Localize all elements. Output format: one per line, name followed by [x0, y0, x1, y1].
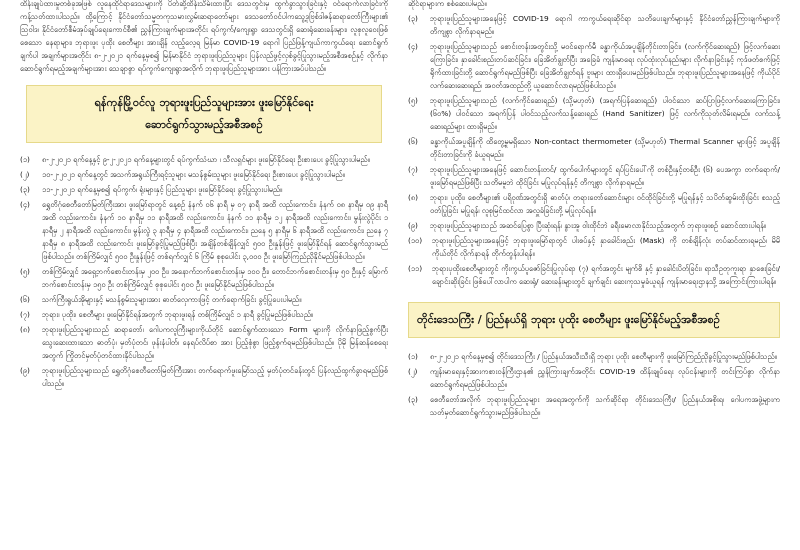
item-number: (၁၁) — [408, 264, 423, 273]
item-text: ခန္ဓာကိုယ်အပူချိန်ကို ထိတွေ့မှုမရှိသော Non-contact thermometer (သို့မဟုတ်) Thermal Scanner များဖြင့် အပူချိန်တိုင်းတာခြင်းကို ခံယူရမည်။ — [430, 137, 780, 159]
item-text: ဘုရားဖူးပြည်သူများအနေဖြင့် COVID-19 ရောဂါ ကာကွယ်ရေးဆိုင်ရာ သတိပေးချက်များနှင့် နိုင်ငံတော်ညွှန်ကြားချက်များကို တိကျစွာ လိုက်နာရမည်။ — [430, 14, 780, 36]
list-item — [408, 135, 780, 161]
list-item — [408, 163, 780, 189]
item-text: တစ်ကြိမ်လျှင် အရှေ့ဘက်စောင်းတန်းမှ ၂၀၀ ဦး၊ အနောက်ဘက်စောင်းတန်းမှ ၁၀၀ ဦး၊ တောင်ဘက်စောင်းတန်းမှ ၅၀ ဦးနှင့် မြောက်ဘက်စောင်းတန်းမှ ၁၅၀ ဦး တစ်ကြိမ်လျှင် စုစုပေါင်း ၅၀၀ ဦး ဖူးမြော်နိုင်မည်ဖြစ်ပါသည်။ — [42, 267, 388, 289]
item-number: (၃) — [408, 14, 418, 23]
list-item — [408, 219, 780, 232]
item-text: ဘုရား၊ ပုထိုး၊ စေတီများ ဖူးမြော်နိုင်ရန်အတွက် ဘုရားဖူးရန် တစ်ကြိမ်လျှင် ၁ နာရီ ခွင့်ပြုမည်ဖြစ်ပါသည်။ — [42, 310, 314, 319]
item-text: ၁၀-၂-၂၀၂၁ ရက်နေ့တွင် အသက်အရွယ်ကြီးရင့်သူများ မသန်စွမ်းသူများ ဖူးမြော်နိုင်ရေး ဦးစားပေး ခွင့်ပြုသွားပါမည်။ — [42, 170, 345, 179]
item-number: (၄) — [20, 200, 30, 209]
list-item — [20, 308, 388, 321]
intro-paragraph: ထိန်းချုပ်ထားမှုတစ်ခုအဖြစ် လူနေထိုင်ရာဒေသများကို ပိတ်ဆို့ထိန်းသိမ်းထားပြီး ဒေသတွင်းမှ ထွက်ခွာသွားခြင်းနှင့် ဝင်ရောက်လာခြင်းကို ကန့်သတ်ထားပါသည်။ ထို့ကြောင့် နိုင်ငံတော်သမ္မတကုသမားလွှမ်းဆရာတော်များ ဒေသတော်ဝင်ပါကသွေ့ဒုဗြစ်ဒါဇန်ဆရာတော်ကြီးများ၏ ဩဝါဒ၊ နိုင်ငံတော်စီမံအုပ်ချုပ်ရေးကောင်စီ၏ ညွှန်ကြားချက်များအတိုင်း ရပ်ကွက်/ကျေးရွာ ဒေသတွင်းရှိ ဆေးရုံဆေးခန်းများ၊ လူစုလူဝေးဖြစ်စေသော နေရာများ၊ ဘုရားဖူး ပုထိုး စေတီများ အားချိန် လည့်လေ့ရ မြန်မာ COVID-19 ရောဂါ ပြည်ဖြန့်ကျယ်ကာကွယ်ရေး ဆောင်ရွက်ချက်ပါ အချက်များအတိုင်း ၈-၂-၂၀၂၁ ရက်နေ့မှစ၍ မြန်မာနိုင်ငံ ဘုရားဖူးပြည်သူများ ပြန်လည်ဖွင့်လှစ်ခွင့်ပြုသွားမည့်အစီအစဉ်နှင့် လိုက်နာဆောင်ရွက်ရမည့်အချက်များအား သေချာစွာ ရပ်ကွက်ကျေးရွာအလိုက် ဘုရားဖူးပြည်သူများအား ပန်ကြားအပ်ပါသည်။ — [20, 0, 388, 73]
guideline-item-list — [408, 12, 780, 288]
item-number: (၅) — [20, 267, 30, 276]
list-item — [408, 262, 780, 288]
list-item — [408, 94, 780, 133]
banner-title-line-1: ရန်ကုန်မြို့ဝင်လူ ဘုရားဖူးပြည်သူများအား ဖူးမြော်နိုင်ရေး — [94, 96, 314, 109]
list-item — [20, 323, 388, 362]
item-text: ဘုရားဖူးပြည်သူများသည် အဆင်ပြေစွာ ပြီးဆုံးရန်၊ နွားအူ ဝါးထိုင်ဘဲ ခရီးမောလာနိုင်သည့်အတွက် ဘုရားဖူးစဉ် ဆောင်ထားပါရန်။ — [430, 221, 767, 230]
list-item — [408, 191, 780, 217]
item-text: ရွှေတိဂုံစေတီတော်မြတ်ကြီးအား ဖူးမြော်ရာတွင် နေ့စဉ် နံနက် ၀၆ နာရီ မှ ၀၇ နာရီ အထိ လည်းကောင်း၊ နံနက် ၀၈ နာရီမှ ၀၉ နာရီအထိ လည်းကောင်း၊ နံနက် ၁၀ နာရီမှ ၁၁ နာရီအထိ လည်းကောင်း၊ နံနက် ၁၁ နာရီမှ ၁၂ နာရီအထိ လည်းကောင်း၊ မွန်းလွဲပိုင်း ၁ နာရီမှ ၂ နာရီအထိ လည်းကောင်း၊ မွန်းလွဲ ၃ နာရီမှ ၄ နာရီအထိ လည်းကောင်း၊ ညနေ ၅ နာရီမှ ၆ နာရီအထိ လည်းကောင်း၊ ညနေ ၇ နာရီမှ ၈ နာရီအထိ လည်းကောင်း ဖူးမြော်ခွင့်ပြုမည်ဖြစ်ပြီး အချိန်တစ်ချိန်လျှင် ၅၀၀ ဦးနှုန်းဖြင့် ဖူးမြော်နိုင်ရန် ဆောင်ရွက်သွားမည်ဖြစ်ပါသည်။ တစ်ကြိမ်လျှင် ၅၀၀ ဦးနှုန်းဖြင့် တစ်ရက်လျှင် ၆ ကြိမ် စုစုပေါင်း ၃,၀၀၀ ဦး ဖူးမြော်ကြည်ညိုနိုင်မည်ဖြစ်ပါသည်။ — [42, 200, 388, 261]
banner-title-line-2: ဆောင်ရွက်သွားမည့်အစီအစဉ် — [145, 118, 263, 131]
item-text: ဘုရားဖူးပြည်သူများသည် ရွှေတိဂုံစေတီတော်မြတ်ကြီးအား တက်ရောက်ဖူးမြော်သည့် မှတ်ပုံတင်ခန်းတွင် ပြန်လည်ထွက်ခွာရမည်ဖြစ်ပါသည်။ — [42, 366, 388, 388]
list-item — [20, 168, 388, 181]
list-item — [20, 265, 388, 291]
item-text: ၈-၂-၂၀၂၁ ရက်နေ့နှင့် ၉-၂-၂၀၂၁ ရက်နေ့များတွင် ရပ်ကွက်သံဃာ ၊ သီလရှင်များ ဖူးမြော်နိုင်ရေး ဦးစားပေး ခွင့်ပြုသွားပါမည်။ — [42, 155, 370, 164]
item-number: (၆) — [408, 137, 418, 146]
item-text: ၁၁-၂-၂၀၂၁ ရက်နေ့မှစ၍ ရပ်ကွက်၊ ရုံးများနှင့် ပြည်သူများ ဖူးမြော်နိုင်ရေး ခွင့်ပြုသွားပါမည်။ — [42, 185, 283, 194]
list-item — [408, 234, 780, 260]
item-number: (၈) — [408, 193, 418, 202]
list-item — [20, 198, 388, 263]
right-column — [408, 0, 780, 421]
item-text: ဘုရားဖူးပြည်သူများသည် စောင်းတန်းအတွင်းသို့ မဝင်ရောက်မီ ခန္ဓာကိုယ်အပူချိန်တိုင်းတာခြင်း၊ (လက်ကိုင်ဆေးရည်) ဖြင့်လက်ဆေးကြောခြင်း၊ နှာခေါင်းစည်းတပ်ဆင်ခြင်း၊ ခြေအိတ်ချွတ်ပြီး အခြေခံ ကျန်းမာရေး လုပ်ထုံးလုပ်နည်းများ လိုက်နာခြင်းနှင့် ကုဒ်ဖတ်စက်ဖြင့် ရိုက်ထားခြင်းတို့ ဆောင်ရွက်ရမည်ဖြစ်ပြီး ခြေအိတ်ချွတ်ရန် ဗူးများ ထားရှိပေးမည်ဖြစ်ပါသည်။ ဘုရားဖူးပြည်သူများအနေဖြင့် ကိုယ်ပိုင်လက်ဆေးဆေးရည်၊ အဝတ်အထည်တို့ ယူဆောင်လာရမည်ဖြစ်ပါသည်။ — [430, 42, 780, 90]
yangon-item-list — [20, 153, 388, 390]
regional-section-banner: တိုင်းဒေသကြီး / ပြည်နယ်ရှိ ဘုရား ပုထိုး စေတီများ ဖူးမြော်နိုင်မည့်အစီအစဉ် — [408, 302, 780, 338]
item-text: ဘုရားဖူးပြည်သူများအနေဖြင့် ဘုရားဖူးမြော်ရာတွင် ပါးစပ်နှင့် နှာခေါင်းစည်း (Mask) ကို တစ်ချိန်လုံး တပ်ဆင်ထားရမည်၊ မိမိကိုယ်တိုင် လိုက်နာရန် တိုက်တွန်းပါရန်။ — [432, 236, 780, 258]
list-item — [20, 183, 388, 196]
item-number: (၉) — [20, 366, 30, 375]
item-number: (၃) — [20, 185, 30, 194]
item-text: ကျန်းမာရေးနှင့်အားကစားဝန်ကြီးဌာန၏ ညွှန်ကြားချက်အတိုင်း COVID-19 ထိန်းချုပ်ရေး လုပ်ငန်းများကို တင်းကြပ်စွာ လိုက်နာဆောင်ရွက်ရမည်ဖြစ်ပါသည်။ — [430, 367, 780, 389]
item-text: ဘုရားဖူးပြည်သူများအနေဖြင့် ဆောင်းတန်းတင်/ ထွက်ပေါက်များတွင် ရပ်ပြင်းပေါ်ကို တစ်ဦးနှင့်တစ်ဦး (၆) ပေအကွာ တက်ရောက်/ ဖူးမြော်ရမည်ဖြစ်ပြီး သတိမမူဘဲ ထိုင်ခြင်း မပြုလုပ်ရန်နှင့် တိကျစွာ လိုက်နာရမည်။ — [430, 165, 780, 187]
item-number: (၆) — [20, 295, 30, 304]
list-item — [20, 153, 388, 166]
list-item — [20, 293, 388, 306]
regional-item-list — [408, 350, 780, 419]
list-item — [408, 393, 780, 419]
list-item — [408, 12, 780, 38]
item-number: (၂) — [20, 170, 30, 179]
item-text: ဘုရား၊ ပုထိုး၊ စေတီများ၏ ပရိဝုဏ်အတွင်းရှိ ဓာတ်ပုံ၊ တရားတော်ဆောင်းများ ဝင်ထိုင်ခြင်းတို့ မပြုရန်နှင့် သပိတ်ဆွမ်းထိုးခြင်း စသည့်ဝတ်ပြုခြင်း မပြုရန်၊ လူစုမြင်ထင်လာ အလှူခံခြင်းတို့ မပြုလုပ်ရန်။ — [430, 193, 780, 215]
yangon-section-banner — [26, 85, 382, 143]
list-item — [408, 350, 780, 363]
item-text: ဘုရားဖူးပြည်သူများသည် (လက်ကိုင်ဆေးရည်) (သို့မဟုတ်) (အရက်ပြန်ဆေးရည်) ပါဝင်သော ဆပ်ပြာဖြင့်လက်ဆေးကြောခြင်း၊ (၆၀%) ပါဝင်သော အရက်ပြန် ပါဝင်သည့်လက်သန့်ဆေးရည် (Hand Sanitizer) ဖြင့် လက်ကိုသုတ်လိမ်းရမည်။ လက်သန့်ဆေးရည်များ ထားရှိမည်။ — [430, 96, 780, 131]
item-number: (၉) — [408, 221, 418, 230]
list-item — [20, 364, 388, 390]
item-number: (၁၀) — [408, 236, 423, 245]
item-number: (၇) — [408, 165, 418, 174]
item-number: (၅) — [408, 96, 418, 105]
item-number: (၇) — [20, 310, 30, 319]
item-number: (၂) — [408, 367, 418, 376]
list-item — [408, 365, 780, 391]
item-text: စေတီတော်အလိုက် ဘုရားဖူးပြည်သူများ အရေအတွက်ကို သက်ဆိုင်ရာ တိုင်းဒေသကြီး/ ပြည်နယ်အစိုးရ၊ ဂေါပကအဖွဲ့များက သတ်မှတ်ဆောင်ရွက်သွားမည်ဖြစ်ပါသည်။ — [430, 395, 780, 417]
item-number: (၈) — [20, 325, 30, 334]
left-column — [20, 0, 388, 392]
continued-text: ဆိုင်ရာများက စစ်ဆေးပါမည်။ — [408, 0, 487, 8]
item-number: (၁) — [408, 352, 418, 361]
item-number: (၃) — [408, 395, 418, 404]
item-text: ဘုရားပုထိုးစေတီများတွင် ကိုးကွယ်ပူဇော်ခြင်းပြုလုပ်ရာ (၇) ရက်အတွင်း မျက်စိ နှင့် နှာခေါင်းပိတ်ခြင်း၊ ရာသီဥတုကူးရာ နှာစေးခြင်း/ ချောင်းဆိုးခြင်း ဖြစ်ပေါ်လာပါက ဆေးရုံ/ ဆေးခန်းများတွင် ချက်ချင်း ဆေးကုသမှုခံယူရန် ကျန်းမာရေးဌာနသို့ အကြောင်းကြားပါရန်။ — [432, 264, 780, 286]
list-item — [408, 40, 780, 92]
item-text: သက်ကြီးရွယ်အိုများနှင့် မသန်စွမ်းသူများအား ဓာတ်လှေကားဖြင့် တက်ရောက်ခြင်း ခွင့်ပြုပေးပါမည်။ — [42, 295, 302, 304]
item-number: (၄) — [408, 42, 418, 51]
item-text: ဘုရားဖူးပြည်သူများသည် ဆရာတော်၊ ဂေါပကလူကြီးများကိုယ်တိုင် ဆောင်ရွက်ထားသော Form များကို လိုက်နာဖြည့်စွက်ပြီး သွေးဆေးထားသော ဓာတ်ပုံ၊ မှတ်ပုံတင်၊ ဖုန်းနံပါတ်၊ နေရပ်လိပ်စာ အား ပြည့်စုံစွာ ဖြည့်စွက်ရမည်ဖြစ်ပါသည်။ ပိုမို မြန်ဆန်စေရေးအတွက် ကြိုတင်မှတ်ပုံတင်ထားနိုင်ပါသည်။ — [42, 325, 388, 360]
item-text: ၈-၂-၂၀၂၁ ရက်နေ့မှစ၍ တိုင်းဒေသကြီး / ပြည်နယ်အသီးသီးရှိ ဘုရား ပုထိုး စေတီများကို ဖူးမြော်ကြည်ညိုခွင့်ပြုသွားမည်ဖြစ်ပါသည်။ — [430, 352, 777, 361]
item-number: (၁) — [20, 155, 30, 164]
